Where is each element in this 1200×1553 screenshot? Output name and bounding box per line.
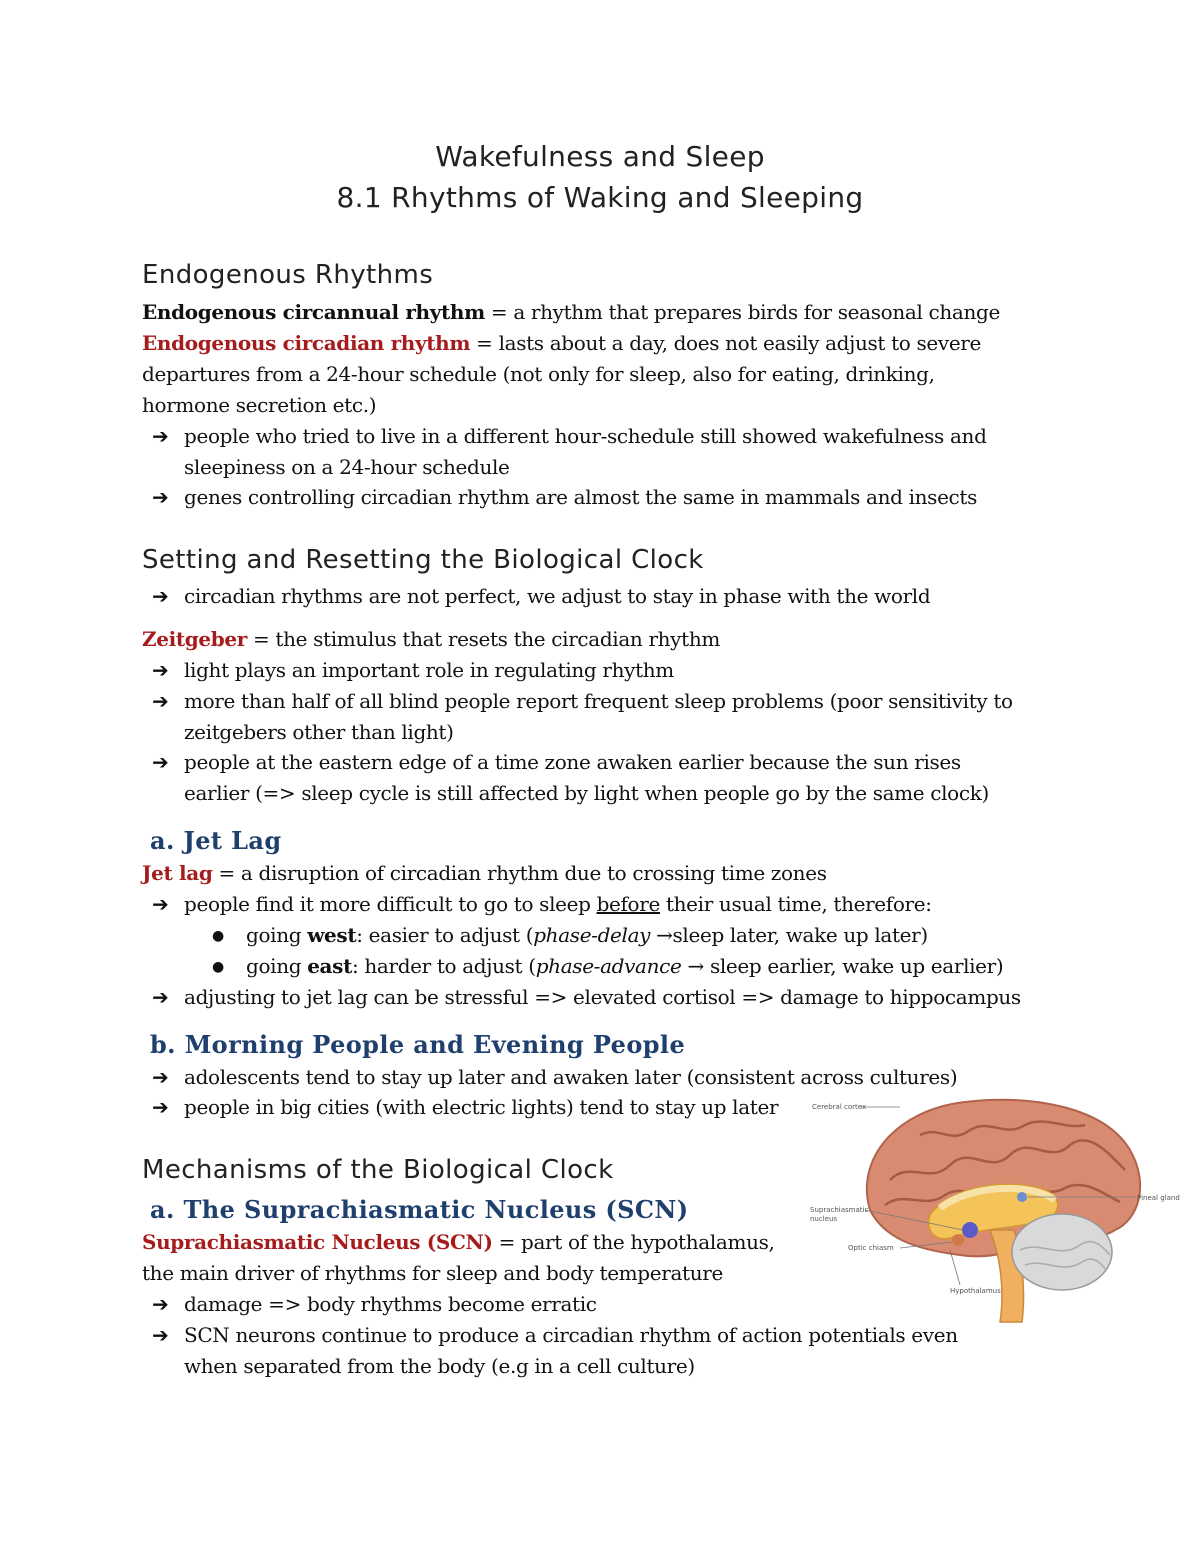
subsection-heading-scn: a. The Suprachiasmatic Nucleus (SCN) — [150, 1195, 689, 1224]
sub-list-item: ● going west: easier to adjust (phase-delay →sleep later, wake up later) — [212, 920, 928, 952]
label-optic-chiasm: Optic chiasm — [848, 1244, 894, 1252]
sub-list-item: ● going east: harder to adjust (phase-advance → sleep earlier, wake up earlier) — [212, 951, 1003, 983]
list-item: ➔ genes controlling circadian rhythm are almost the same in mammals and insects — [152, 482, 977, 513]
list-item: ➔ light plays an important role in regulating rhythm — [152, 655, 674, 686]
definition-circadian: Endogenous circadian rhythm = lasts about a day, does not easily adjust to severe — [142, 331, 982, 355]
definition-zeitgeber: Zeitgeber = the stimulus that resets the circadian rhythm — [142, 627, 720, 651]
list-item-continuation: zeitgebers other than light) — [184, 720, 454, 744]
term-jetlag: Jet lag — [142, 861, 213, 885]
term-zeitgeber: Zeitgeber — [142, 627, 247, 651]
arrow-bullet-icon: ➔ — [152, 1095, 169, 1119]
arrow-bullet-icon: ➔ — [152, 750, 169, 774]
label-pineal-gland: Pineal gland — [1137, 1194, 1180, 1202]
label-scn-line2: nucleus — [810, 1215, 838, 1223]
term-circadian: Endogenous circadian rhythm — [142, 331, 471, 355]
brain-illustration — [800, 1090, 1200, 1330]
definition-jetlag: Jet lag = a disruption of circadian rhythm due to crossing time zones — [142, 861, 827, 885]
section-heading-mechanisms: Mechanisms of the Biological Clock — [142, 1155, 614, 1185]
section-heading-setting: Setting and Resetting the Biological Clock — [142, 545, 704, 575]
list-item-continuation: earlier (=> sleep cycle is still affected by light when people go by the same clock) — [184, 781, 989, 805]
page-title: Wakefulness and Sleep — [435, 140, 765, 173]
arrow-bullet-icon: ➔ — [152, 1065, 169, 1089]
arrow-bullet-icon: ➔ — [152, 892, 169, 916]
list-item: ➔ people who tried to live in a different hour-schedule still showed wakefulness and — [152, 421, 987, 452]
text-line: the main driver of rhythms for sleep and body temperature — [142, 1261, 723, 1285]
list-item: ➔ people in big cities (with electric lights) tend to stay up later — [152, 1092, 778, 1123]
dot-bullet-icon: ● — [212, 928, 224, 944]
label-hypothalamus: Hypothalamus — [950, 1287, 1001, 1295]
list-item: ➔ damage => body rhythms become erratic — [152, 1289, 597, 1320]
arrow-bullet-icon: ➔ — [152, 689, 169, 713]
arrow-bullet-icon: ➔ — [152, 985, 169, 1009]
label-cerebral-cortex: Cerebral cortex — [812, 1103, 867, 1111]
list-item: ➔ more than half of all blind people report frequent sleep problems (poor sensitivity to — [152, 686, 1013, 717]
definition-circannual: Endogenous circannual rhythm = a rhythm that prepares birds for seasonal change — [142, 300, 1000, 324]
list-item-continuation: when separated from the body (e.g in a cell culture) — [184, 1354, 695, 1378]
arrow-bullet-icon: ➔ — [152, 584, 169, 608]
term-circannual: Endogenous circannual rhythm — [142, 300, 485, 324]
dot-bullet-icon: ● — [212, 959, 224, 975]
list-item: ➔ people find it more difficult to go to sleep before their usual time, therefore: — [152, 889, 932, 920]
arrow-bullet-icon: ➔ — [152, 485, 169, 509]
list-item: ➔ people at the eastern edge of a time zone awaken earlier because the sun rises — [152, 747, 961, 778]
term-scn: Suprachiasmatic Nucleus (SCN) — [142, 1230, 493, 1254]
list-item: ➔ circadian rhythms are not perfect, we adjust to stay in phase with the world — [152, 581, 930, 612]
page-subtitle: 8.1 Rhythms of Waking and Sleeping — [336, 181, 864, 214]
text-line: departures from a 24-hour schedule (not only for sleep, also for eating, drinking, — [142, 362, 935, 386]
list-item: ➔ adjusting to jet lag can be stressful => elevated cortisol => damage to hippocampus — [152, 982, 1021, 1013]
arrow-bullet-icon: ➔ — [152, 1292, 169, 1316]
subsection-heading-jetlag: a. Jet Lag — [150, 826, 282, 855]
subsection-heading-morning: b. Morning People and Evening People — [150, 1030, 686, 1059]
text-line: hormone secretion etc.) — [142, 393, 377, 417]
definition-scn: Suprachiasmatic Nucleus (SCN) = part of the hypothalamus, — [142, 1230, 775, 1254]
label-scn-line1: Suprachiasmatic — [810, 1206, 869, 1214]
arrow-bullet-icon: ➔ — [152, 1323, 169, 1347]
arrow-bullet-icon: ➔ — [152, 658, 169, 682]
list-item: ➔ SCN neurons continue to produce a circadian rhythm of action potentials even — [152, 1320, 958, 1351]
list-item: ➔ adolescents tend to stay up later and awaken later (consistent across cultures) — [152, 1062, 957, 1093]
section-heading-endogenous: Endogenous Rhythms — [142, 260, 434, 290]
arrow-bullet-icon: ➔ — [152, 424, 169, 448]
list-item-continuation: sleepiness on a 24-hour schedule — [184, 455, 510, 479]
